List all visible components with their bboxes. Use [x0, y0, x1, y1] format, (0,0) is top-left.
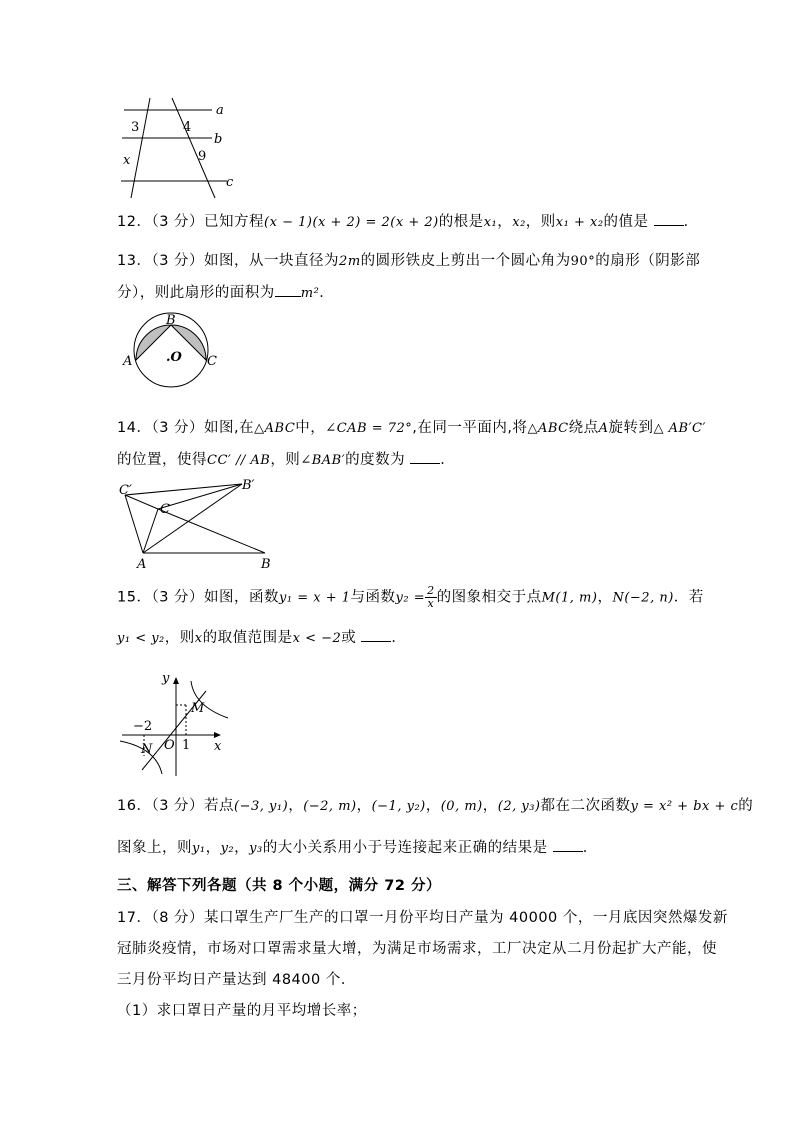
- fig-function-graph: [118, 668, 233, 780]
- question-17-line-1: 17．（8 分）某口罩生产厂生产的口罩一月份平均日产量为 40000 个，一月底因突然爆发新: [117, 910, 728, 926]
- question-14-line-1: 14．（3 分）如图,在△ABC中，∠CAB = 72°,在同一平面内,将△ABC绕点A旋转到△ AB′C′: [117, 420, 706, 436]
- label-A: A: [123, 354, 133, 369]
- answer-blank-16[interactable]: [553, 839, 583, 852]
- question-16-line-2: 图象上，则y₁，y₂，y₃的大小关系用小于号连接起来正确的结果是 ．: [117, 840, 598, 856]
- label-4: 4: [183, 120, 192, 135]
- label-y-axis: y: [162, 671, 170, 686]
- label-M: M: [191, 701, 205, 716]
- question-17-part-1: （1）求口罩日产量的月平均增长率；: [117, 1003, 367, 1019]
- label-B-prime: B′: [242, 478, 255, 493]
- question-14-line-2: 的位置，使得CC′ // AB，则∠BAB′的度数为 ．: [117, 452, 456, 468]
- question-15-line-1: 15．（3 分）如图，函数y₁ = x + 1与函数y₂ = $\frac{2}{x}$ 的图象相交于点M(1, m)，N(−2, n)．若: [117, 584, 704, 610]
- label-A: A: [137, 557, 147, 572]
- question-17-line-2: 冠肺炎疫情，市场对口罩需求量大增，为满足市场需求，工厂决定从二月份起扩大产能，使: [117, 941, 717, 957]
- fig-parallel-lines: [117, 98, 247, 198]
- label-O: O: [164, 738, 175, 753]
- label-x-axis: x: [214, 739, 222, 754]
- label-b: b: [214, 132, 223, 147]
- label-B: B: [261, 557, 271, 572]
- label-x: x: [123, 153, 131, 168]
- answer-blank-15[interactable]: [361, 629, 391, 642]
- question-15-line-2: y₁ < y₂，则x的取值范围是x < −2或 ．: [117, 630, 407, 646]
- answer-blank-14[interactable]: [410, 451, 440, 464]
- answer-blank-12[interactable]: [654, 213, 684, 226]
- label-B: B: [166, 313, 176, 328]
- label-c: c: [226, 175, 234, 190]
- fig-circle-sector: [120, 312, 220, 384]
- label-C-prime: C′: [119, 483, 132, 498]
- label-C: C: [160, 502, 170, 517]
- label-3: 3: [131, 120, 140, 135]
- label-C: C: [207, 354, 217, 369]
- question-13-line-2: 分），则此扇形的面积为 m²．: [117, 285, 335, 301]
- question-13-line-1: 13．（3 分）如图，从一块直径为2m的圆形铁皮上剪出一个圆心角为90°的扇形（阴影部: [117, 253, 701, 269]
- question-16-line-1: 16．（3 分）若点(−3, y₁)，(−2, m)，(−1, y₂)，(0, m)，(2, y₃)都在二次函数y = x² + bx + c的: [117, 798, 754, 814]
- label-1: 1: [182, 738, 191, 753]
- label-O: .O: [166, 350, 182, 365]
- question-17-line-3: 三月份平均日产量达到 48400 个．: [117, 972, 356, 988]
- fig-rotated-triangles: [115, 476, 285, 574]
- answer-blank-13[interactable]: [275, 284, 301, 297]
- fraction-2-over-x: $\frac{2}{x}$: [427, 584, 435, 610]
- section-3-heading: 三、解答下列各题（共 8 个小题，满分 72 分）: [117, 878, 441, 894]
- label-a: a: [216, 103, 224, 118]
- label-N: N: [141, 742, 153, 757]
- question-12: 12．（3 分）已知方程(x − 1)(x + 2) = 2(x + 2)的根是x₁，x₂，则x₁ + x₂的值是 ．: [117, 214, 699, 230]
- label-9: 9: [198, 149, 207, 164]
- label-neg2: −2: [133, 719, 153, 734]
